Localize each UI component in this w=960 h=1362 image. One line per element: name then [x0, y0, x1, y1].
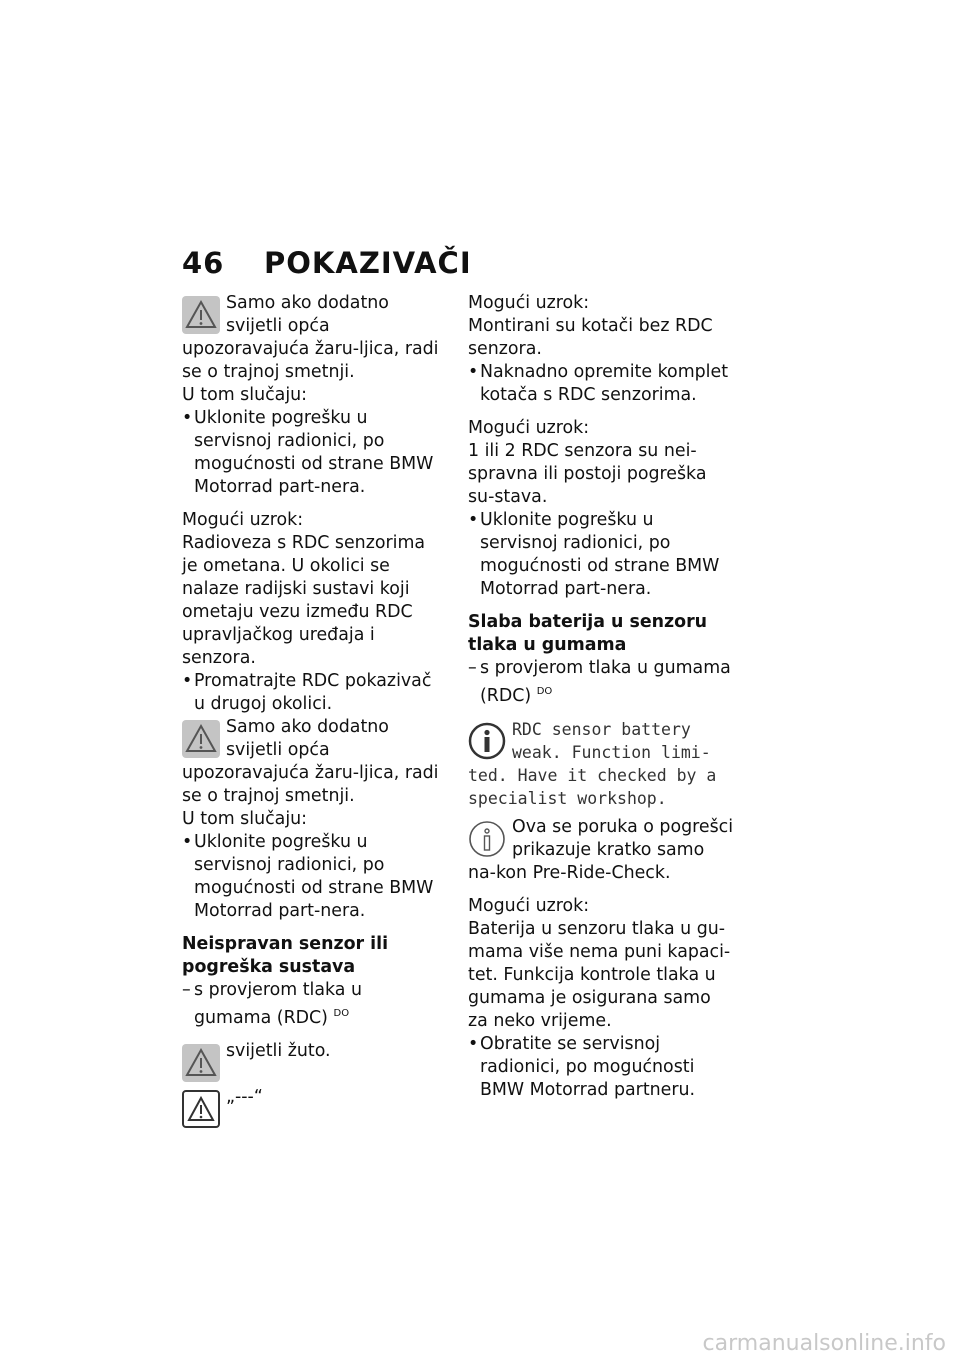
case-label-1: U tom slučaju: — [182, 385, 308, 405]
section-title: Slaba baterija u senzoru tlaka u gumama — [468, 612, 708, 655]
bullet-item: • Obratite se servisnoj radionici, po mogućnosti BMW Motorrad partneru. — [468, 1033, 734, 1102]
bullet-item: • Promatrajte RDC pokazivač u drugoj okolici. — [182, 670, 444, 716]
bullet-item: • Uklonite pogrešku u servisnoj radionici, po mogućnosti od strane BMW Motorrad part-nera. — [468, 509, 734, 601]
yellow-light-text: svijetli žuto. — [226, 1040, 331, 1061]
cause-text: Baterija u senzoru tlaka u gu-mama više nema puni kapaci-tet. Funkcija kontrole tlaka u gumama je osigurana samo za neko vrijeme. — [468, 918, 731, 1031]
dash-item: – s provjerom tlaka u gumama (RDC) $^{DO}$ — [468, 657, 734, 708]
bullet-item: • Naknadno opremite komplet kotača s RDC senzorima. — [468, 361, 734, 407]
warning-block-1 — [182, 292, 444, 384]
section-title: Neispravan senzor ili pogreška sustava — [182, 934, 389, 977]
display-block — [182, 1086, 444, 1132]
warning-text-2: Samo ako dodatno svijetli opća upozoravajuća žaru-ljica, radi se o trajnoj smetnji. — [182, 717, 439, 806]
yellow-light-block — [182, 1040, 444, 1086]
page-header — [182, 246, 472, 280]
cause-label: Mogući uzrok: — [468, 293, 590, 313]
warning-block-2 — [182, 716, 444, 808]
case-label-2: U tom slučaju: — [182, 809, 308, 829]
info-note-block — [468, 816, 734, 885]
warning-light-icon — [182, 296, 220, 334]
warning-outline-icon — [182, 1090, 220, 1128]
cause-text: Montirani su kotači bez RDC senzora. — [468, 316, 713, 359]
cause-text: 1 ili 2 RDC senzora su nei-spravna ili postoji pogreška su-stava. — [468, 441, 707, 507]
warning-light-icon — [182, 720, 220, 758]
equipment-code: DO — [333, 1008, 350, 1019]
watermark: carmanualsonline.info — [702, 1331, 946, 1356]
info-icon — [468, 722, 506, 760]
dash-item: – s provjerom tlaka u gumama (RDC) $^{DO}$ — [182, 979, 444, 1030]
cause-label: Mogući uzrok: — [182, 510, 304, 530]
cause-label: Mogući uzrok: — [468, 895, 590, 916]
warning-light-icon — [182, 1044, 220, 1082]
display-message: RDC sensor battery weak. Function limi-ted. Have it checked by a specialist workshop. — [468, 719, 717, 808]
cause-text: Radioveza s RDC senzorima je ometana. U okolici se nalaze radijski sustavi koji ometaju vezu između RDC upravljačkog uređaja i senzora. — [182, 533, 426, 668]
display-dashes: „---“ — [226, 1086, 263, 1107]
bullet-item: • Uklonite pogrešku u servisnoj radionici, po mogućnosti od strane BMW Motorrad part-nera. — [182, 831, 444, 923]
page-number: 46 — [182, 246, 225, 280]
left-column — [182, 292, 444, 1132]
info-outline-icon — [468, 820, 506, 858]
right-column — [468, 292, 734, 1102]
cause-label: Mogući uzrok: — [468, 418, 590, 438]
info-note: Ova se poruka o pogrešci prikazuje kratko samo na-kon Pre-Ride-Check. — [468, 816, 734, 883]
display-message-block — [468, 718, 734, 810]
warning-text-1: Samo ako dodatno svijetli opća upozoravajuća žaru-ljica, radi se o trajnoj smetnji. — [182, 293, 439, 382]
equipment-code: DO — [536, 686, 553, 697]
page-title: POKAZIVAČI — [264, 246, 472, 280]
bullet-item: • Uklonite pogrešku u servisnoj radionici, po mogućnosti od strane BMW Motorrad part-nera. — [182, 407, 444, 499]
